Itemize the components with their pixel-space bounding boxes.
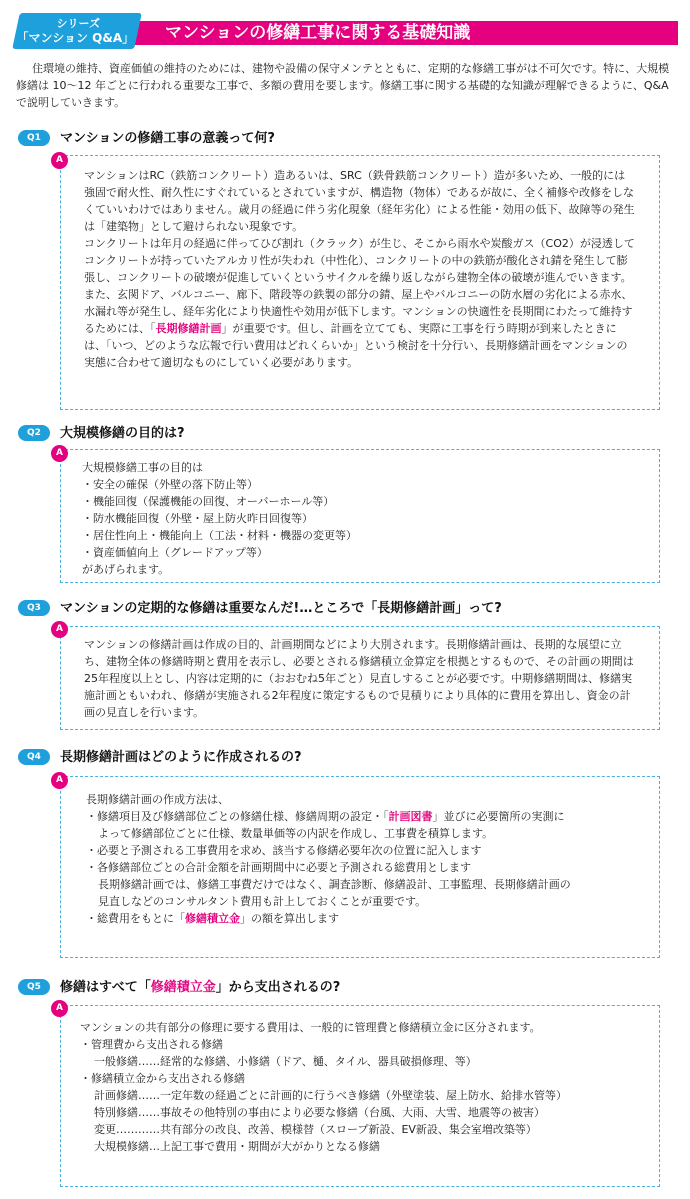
a4-highlight-1: 計画図書 <box>388 810 433 823</box>
a5-badge: A <box>51 1000 68 1017</box>
q5-badge: Q5 <box>18 979 50 995</box>
a4-item: ・各修繕部位ごとの合計金額を計画期間中に必要と予測される総費用とします <box>86 861 471 874</box>
a4-highlight-2: 修繕積立金 <box>185 912 240 925</box>
a4-item: ・修繕項目及び修繕部位ごとの修繕仕様、修繕周期の設定・「計画図書」並びに必要箇所の実測に <box>86 810 565 823</box>
a1-para-3: また、玄関ドア、バルコニー、廊下、階段等の鉄製の部分の錆、屋上やバルコニーの防水層の劣化による赤水、水漏れ等が発生し、経年劣化により快適性や効用が低下します。マンションの快適性を長期間にわたって維持するためには、「長期修繕計画」が重要です。但し、計画を立てても、実際に工事を行う時期が到来したときには、「いつ、どのような広報で行い費用はどれくらいか」という検討を十分行い、長期修繕計画をマンションの実態に合わせて適切なものにしていく必要があります。 <box>84 288 633 369</box>
q4-badge: Q4 <box>18 749 50 765</box>
a1-para-1: マンションはRC（鉄筋コンクリート）造あるいは、SRC（鉄骨鉄筋コンクリート）造が多いため、一般的には強固で耐火性、耐久性にすぐれているとされていますが、構造物（物体）であるが故に、全く補修や改修をしなくていいわけではありません。歳月の経過に伴う劣化現象（経年劣化）による性能・効用の低下、故障等の発生は「建築物」として避けられない現象です。 <box>84 169 635 233</box>
a5-heading: ・管理費から支出される修繕 <box>80 1038 223 1051</box>
q5-highlight: 修繕積立金 <box>150 980 216 995</box>
answer-5 <box>80 1019 650 1155</box>
a1-para-2: コンクリートは年月の経過に伴ってひび割れ（クラック）が生じ、そこから雨水や炭酸ガス（CO2）が浸透してコンクリートが持っていたアルカリ性が失われ（中性化）、コンクリートの中の鉄筋が酸化され錆を発生して膨張し、コンクリートの破壊が促進していくというサイクルを繰り返しながら建物全体の破壊が進んでいきます。 <box>84 237 635 284</box>
answer-3 <box>84 636 636 721</box>
a5-item: 大規模修繕…上記工事で費用・期間が大がかりとなる修繕 <box>94 1140 380 1153</box>
answer-4 <box>86 791 646 927</box>
a5-lead: マンションの共有部分の修理に要する費用は、一般的に管理費と修繕積立金に区分されます。 <box>80 1021 541 1034</box>
series-name: 「マンション Q&A」 <box>16 31 135 45</box>
a4-item-cont: 見直しなどのコンサルタント費用も計上しておくことが重要です。 <box>98 895 427 908</box>
answer-2 <box>82 459 642 578</box>
a2-item: ・安全の確保（外壁の落下防止等） <box>82 478 258 491</box>
q5-question: 修繕はすべて「修繕積立金」から支出されるの? <box>60 980 341 995</box>
a3-badge: A <box>51 621 68 638</box>
a4-badge: A <box>51 772 68 789</box>
a2-lead: 大規模修繕工事の目的は <box>82 461 203 474</box>
q1-badge: Q1 <box>18 130 50 146</box>
a2-item: ・機能回復（保護機能の回復、オーバーホール等） <box>82 495 335 508</box>
a1-highlight: 長期修繕計画 <box>155 322 222 335</box>
a4-item: ・総費用をもとに「修繕積立金」の額を算出します <box>86 912 339 925</box>
a2-item: ・防水機能回復（外壁・屋上防火昨日回復等） <box>82 512 313 525</box>
answer-1 <box>84 167 636 371</box>
a5-item: 変更…………共有部分の改良、改善、模様替（スロープ新設、EV新設、集会室増改築等） <box>94 1123 537 1136</box>
page-header <box>10 12 678 48</box>
q1-question: マンションの修繕工事の意義って何? <box>60 131 275 146</box>
a4-item: ・必要と予測される工事費用を求め、該当する修繕必要年次の位置に記入します <box>86 844 482 857</box>
series-badge <box>12 13 142 49</box>
q2-badge: Q2 <box>18 425 50 441</box>
series-label: シリーズ <box>56 17 101 30</box>
a5-heading: ・修繕積立金から支出される修繕 <box>80 1072 245 1085</box>
a2-badge: A <box>51 445 68 462</box>
page-title: マンションの修繕工事に関する基礎知識 <box>165 23 471 43</box>
a2-item: ・資産価値向上（グレードアップ等） <box>82 546 268 559</box>
q2-question: 大規模修繕の目的は? <box>60 426 185 441</box>
a3-para: マンションの修繕計画は作成の目的、計画期間などにより大別されます。長期修繕計画は、長期的な展望に立ち、建物全体の修繕時期と費用を表示し、必要とされる修繕積立金算定を根拠とするもので、その計画の期間は25年程度以上とし、内容は定期的に（おおむね5年ごと）見直しすることが必要です。中期修繕期間は、修繕実施計画ともいわれ、修繕が実施される2年程度に策定するもので見積りにより具体的に費用を算出し、資金の計画の見直しを行います。 <box>84 638 634 719</box>
a4-lead: 長期修繕計画の作成方法は、 <box>86 793 229 806</box>
q3-question: マンションの定期的な修繕は重要なんだ!…ところで「長期修繕計画」って? <box>60 601 502 616</box>
a4-item-cont: 長期修繕計画では、修繕工事費だけではなく、調査診断、修繕設計、工事監理、長期修繕計画の <box>98 878 571 891</box>
a5-item: 計画修繕……一定年数の経過ごとに計画的に行うべき修繕（外壁塗装、屋上防水、給排水管等） <box>94 1089 567 1102</box>
a1-badge: A <box>51 152 68 169</box>
a2-tail: があげられます。 <box>82 563 170 576</box>
a5-item: 一般修繕……経常的な修繕、小修繕（ドア、樋、タイル、器具破損修理、等） <box>94 1055 477 1068</box>
q3-badge: Q3 <box>18 600 50 616</box>
q4-question: 長期修繕計画はどのように作成されるの? <box>60 750 302 765</box>
a5-item: 特別修繕……事故その他特別の事由により必要な修繕（台風、大雨、大雪、地震等の被害） <box>94 1106 545 1119</box>
a4-item-cont: よって修繕部位ごとに仕様、数量単価等の内訳を作成し、工事費を積算します。 <box>98 827 494 840</box>
intro-text: 住環境の維持、資産価値の維持のためには、建物や設備の保守メンテとともに、定期的な修繕工事がは不可欠です。特に、大規模修繕は 10～12 年ごとに行われる重要な工事で、多額の費用を要します。修繕工事に関する基礎的な知識が理解できるように、Q&A で説明していきます。 <box>16 62 670 109</box>
a2-item: ・居住性向上・機能向上（工法・材料・機器の変更等） <box>82 529 357 542</box>
